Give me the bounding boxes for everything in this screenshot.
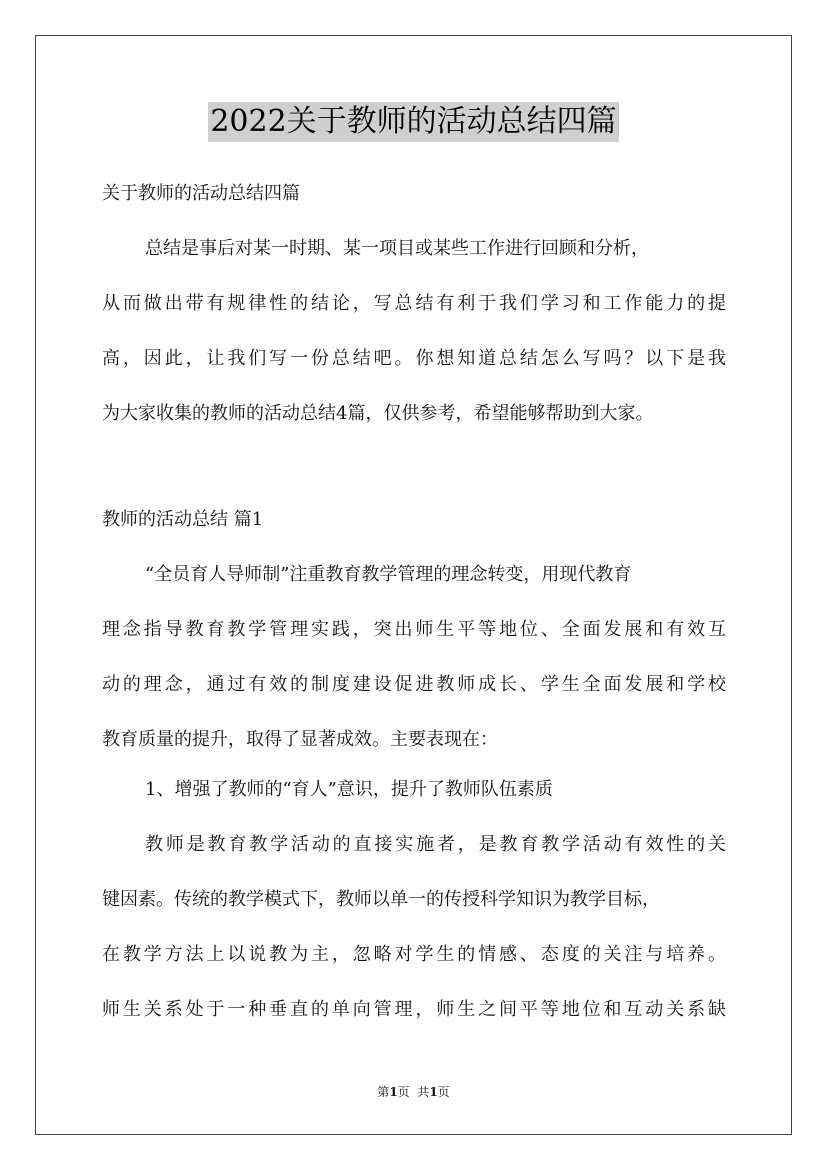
intro-line-4: 为大家收集的教师的活动总结4篇，仅供参考，希望能够帮助到大家。 bbox=[102, 403, 654, 424]
footer-page-suffix: 页 bbox=[437, 1085, 450, 1099]
title-container bbox=[0, 102, 827, 142]
intro-line-1: 总结是事后对某一时期、某一项目或某些工作进行回顾和分析， bbox=[145, 238, 649, 259]
body-line-6: 键因素。传统的教学模式下，教师以单一的传授科学知识为教学目标， bbox=[102, 889, 660, 910]
page-footer bbox=[0, 1084, 827, 1100]
footer-total-pages: 1 bbox=[429, 1085, 438, 1099]
section-heading: 教师的活动总结 篇1 bbox=[102, 509, 264, 530]
body-line-7: 在教学方法上以说教为主，忽略对学生的情感、态度的关注与培养。 bbox=[102, 944, 726, 965]
document-subtitle: 关于教师的活动总结四篇 bbox=[102, 183, 300, 204]
footer-page-number: 1 bbox=[389, 1085, 398, 1099]
list-item-1: 1、增强了教师的“育人”意识，提升了教师队伍素质 bbox=[145, 779, 553, 800]
body-line-2: 理念指导教育教学管理实践，突出师生平等地位、全面发展和有效互 bbox=[102, 619, 726, 640]
body-line-3: 动的理念，通过有效的制度建设促进教师成长、学生全面发展和学校 bbox=[102, 674, 726, 695]
body-line-4: 教育质量的提升，取得了显著成效。主要表现在： bbox=[102, 729, 498, 750]
body-line-5: 教师是教育教学活动的直接实施者，是教育教学活动有效性的关 bbox=[145, 834, 726, 855]
body-line-1: “全员育人导师制”注重教育教学管理的理念转变，用现代教育 bbox=[145, 564, 632, 585]
intro-line-2: 从而做出带有规律性的结论，写总结有利于我们学习和工作能力的提 bbox=[102, 293, 726, 314]
body-line-8: 师生关系处于一种垂直的单向管理，师生之间平等地位和互动关系缺 bbox=[102, 999, 726, 1020]
intro-line-3: 高，因此，让我们写一份总结吧。你想知道总结怎么写吗？以下是我 bbox=[102, 348, 726, 369]
footer-page-mid: 页 共 bbox=[397, 1085, 430, 1099]
document-title: 2022关于教师的活动总结四篇 bbox=[208, 102, 618, 142]
footer-page-prefix: 第 bbox=[377, 1085, 390, 1099]
